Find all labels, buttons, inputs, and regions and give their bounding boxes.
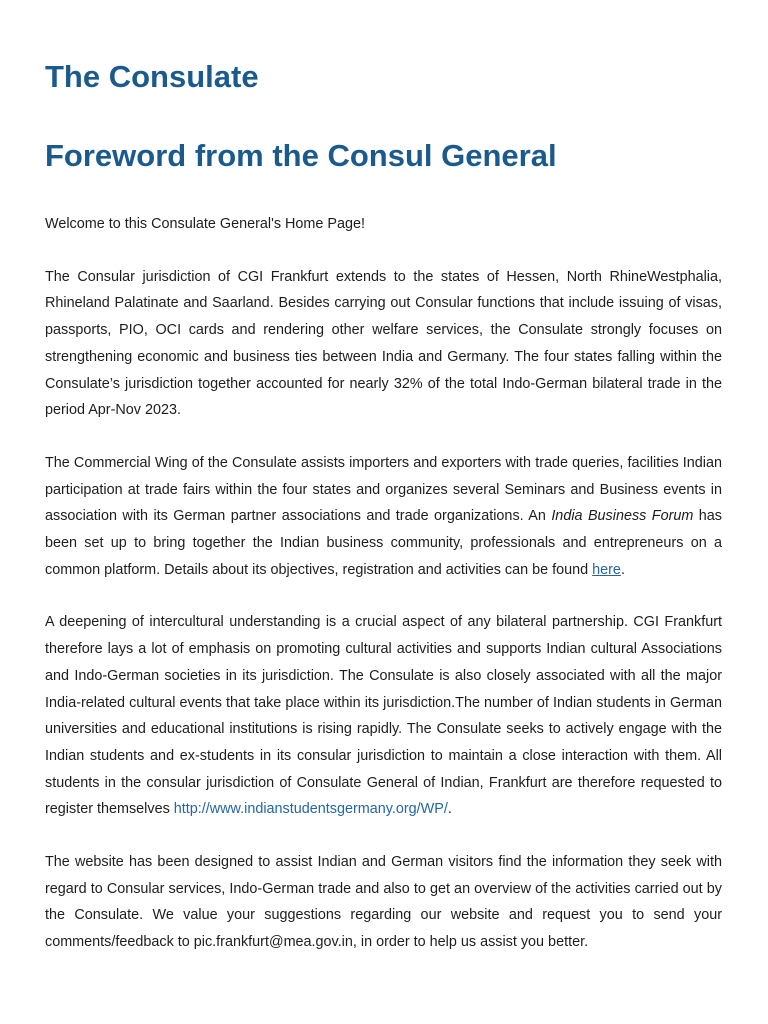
indian-students-germany-link[interactable]: http://www.indianstudentsgermany.org/WP/	[173, 801, 448, 818]
paragraph-cultural	[45, 609, 722, 823]
here-link[interactable]: here	[592, 561, 621, 578]
paragraph-commercial	[45, 450, 722, 584]
page-title: The Consulate	[45, 59, 259, 94]
paragraph-website: The website has been designed to assist Indian and German visitors find the information they seek with regard to Consular services, Indo-German trade and also to get an overview of the activities carried out by the Consulate. We value your suggestions regarding our website and request you to send your comments/feedback to pic.frankfurt@mea.gov.in, in order to help us assist you better.	[45, 854, 722, 951]
section-title-foreword: Foreword from the Consul General	[45, 138, 557, 173]
cultural-text: A deepening of intercultural understanding is a crucial aspect of any bilateral partnership. CGI Frankfurt therefore lays a lot of emphasis on promoting cultural activities and supports Indian cultural Associations and Indo-German societies in its jurisdiction. The Consulate is also closely associated with all the major India-related cultural events that take place within its jurisdiction.The number of Indian students in German universities and educational institutions is rising rapidly. The Consulate seeks to actively engage with the Indian students and ex-students in its consular jurisdiction to maintain a close interaction with them. All students in the consular jurisdiction of Consulate General of Indian, Frankfurt are therefore requested to register themselves	[45, 614, 722, 818]
welcome-text: Welcome to this Consulate General's Home Page!	[45, 216, 366, 232]
india-business-forum-name: India Business Forum	[551, 508, 694, 525]
paragraph-jurisdiction: The Consular jurisdiction of CGI Frankfurt extends to the states of Hessen, North RhineWestphalia, Rhineland Palatinate and Saarland. Besides carrying out Consular functions that include issuing of visas, passports, PIO, OCI cards and rendering other welfare services, the Consulate strongly focuses on strengthening economic and business ties between India and Germany. The four states falling within the Consulate’s jurisdiction together accounted for nearly 32% of the total Indo-German bilateral trade in the period Apr-Nov 2023.	[45, 268, 722, 419]
commercial-text-after: has been set up to bring together the Indian business community, professionals and entrepreneurs on a common platform. Details about its objectives, registration and activities can be found	[45, 508, 722, 578]
commercial-text-before: The Commercial Wing of the Consulate assists importers and exporters with trade queries, facilities Indian participation at trade fairs within the four states and organizes several Seminars and Business events in association with its German partner associations and trade organizations. An	[45, 454, 722, 525]
cultural-end: .	[447, 801, 452, 818]
commercial-end: .	[620, 561, 625, 578]
